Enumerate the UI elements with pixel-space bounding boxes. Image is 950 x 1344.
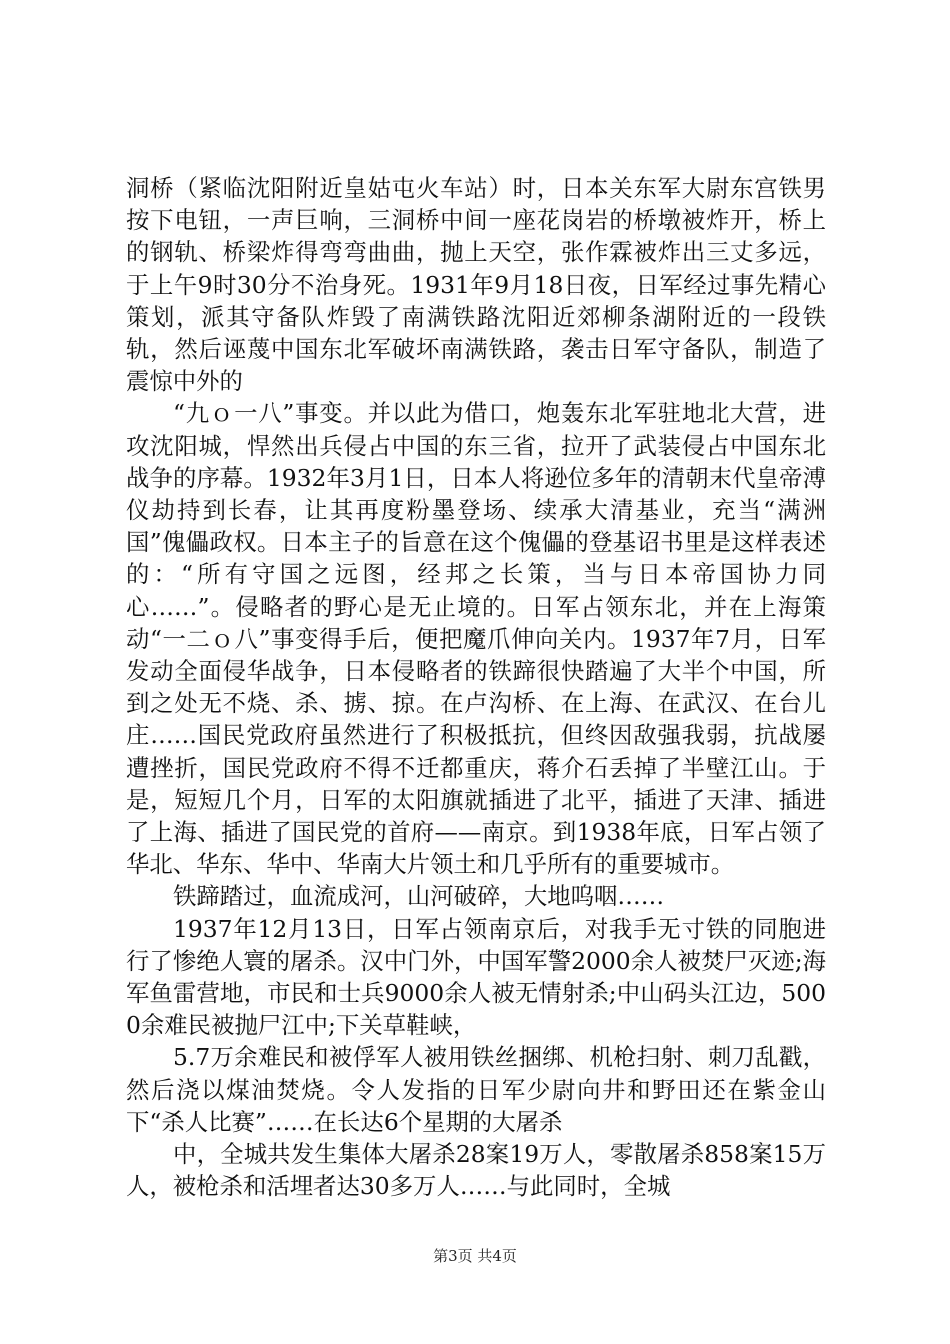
paragraph-3: 铁蹄踏过，血流成河，山河破碎，大地呜咽…… xyxy=(173,882,665,911)
paragraph-4: 1937年12月13日，日军占领南京后，对我手无寸铁的同胞进行了惨绝人寰的屠杀。汉中门外，中国军警2000余人被焚尸灭迹;海军鱼雷营地，市民和士兵9000余人被无情射杀;中山码头江边，5000余难民被抛尸江中;下关草鞋峡， xyxy=(126,914,826,1040)
paragraph-6: 中，全城共发生集体大屠杀28案19万人，零散屠杀858案15万人，被枪杀和活埋者达30多万人……与此同时，全城 xyxy=(126,1140,826,1201)
document-body xyxy=(126,172,826,1203)
page-number-footer: 第3页 共4页 xyxy=(433,1247,517,1265)
paragraph-2: “九ｏ一八”事变。并以此为借口，炮轰东北军驻地北大营，进攻沈阳城，悍然出兵侵占中国的东三省，拉开了武装侵占中国东北战争的序幕。1932年3月1日，日本人将逊位多年的清朝末代皇帝溥仪劫持到长春，让其再度粉墨登场、续承大清基业，充当“满洲国”傀儡政权。日本主子的旨意在这个傀儡的登基诏书里是这样表述的：“所有守国之远图，经邦之长策，当与日本帝国协力同心……”。侵略者的野心是无止境的。日军占领东北，并在上海策动“一二ｏ八”事变得手后，便把魔爪伸向关内。1937年7月，日军发动全面侵华战争，日本侵略者的铁蹄很快踏遍了大半个中国，所到之处无不烧、杀、掳、掠。在卢沟桥、在上海、在武汉、在台儿庄……国民党政府虽然进行了积极抵抗，但终因敌强我弱，抗战屡遭挫折，国民党政府不得不迁都重庆，蒋介石丢掉了半壁江山。于是，短短几个月，日军的太阳旗就插进了北平，插进了天津、插进了上海、插进了国民党的首府——南京。到1938年底，日军占领了华北、华东、华中、华南大片领土和几乎所有的重要城市。 xyxy=(126,399,826,879)
paragraph-5: 5.7万余难民和被俘军人被用铁丝捆绑、机枪扫射、刺刀乱戳，然后浇以煤油焚烧。令人发指的日军少尉向井和野田还在紫金山下“杀人比赛”……在长达6个星期的大屠杀 xyxy=(126,1043,826,1136)
paragraph-1: 洞桥（紧临沈阳附近皇姑屯火车站）时，日本关东军大尉东宫铁男按下电钮，一声巨响，三洞桥中间一座花岗岩的桥墩被炸开，桥上的钢轨、桥梁炸得弯弯曲曲，抛上天空，张作霖被炸出三丈多远，于上午9时30分不治身死。1931年9月18日夜，日军经过事先精心策划，派其守备队炸毁了南满铁路沈阳近郊柳条湖附近的一段铁轨，然后诬蔑中国东北军破坏南满铁路，袭击日军守备队，制造了震惊中外的 xyxy=(126,174,826,396)
